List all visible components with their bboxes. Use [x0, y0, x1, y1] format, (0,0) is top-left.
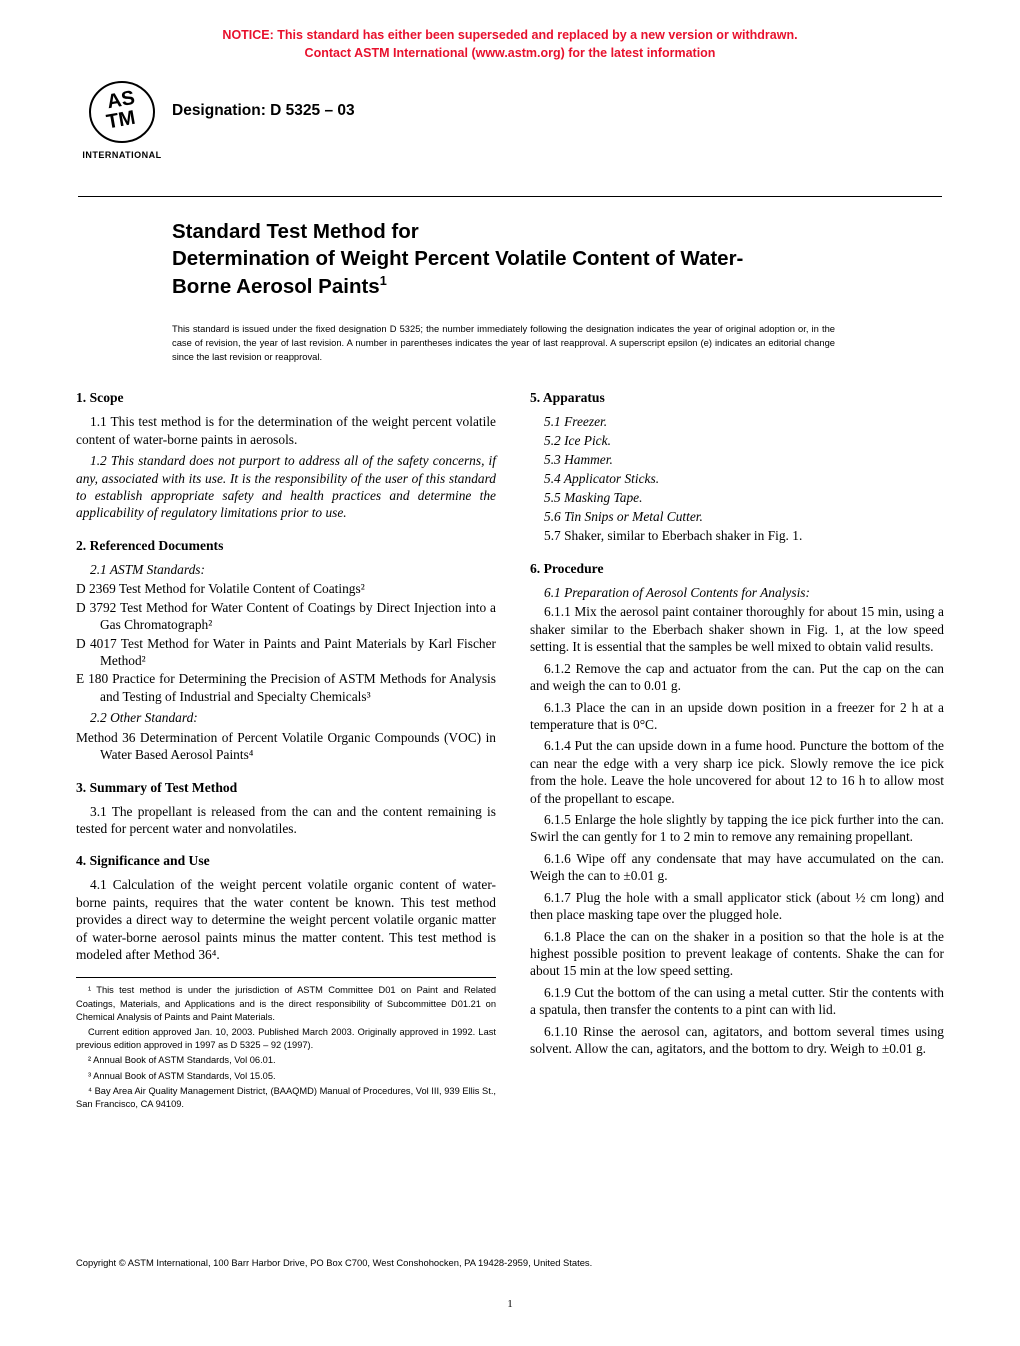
- reference-item: E 180 Practice for Determining the Precision of ASTM Methods for Analysis and Testing of Industrial and Specialty Chemicals³: [76, 671, 496, 704]
- section-heading-significance: 4. Significance and Use: [76, 853, 210, 869]
- subheading-2-1-text: 2.1 ASTM Standards:: [90, 561, 205, 577]
- procedure-step: 6.1.8 Place the can on the shaker in a position so that the hole is at the highest possible position to prevent leakage of contents. Shake the can for about 15 min at the low speed setting.: [530, 928, 944, 979]
- procedure-step: 6.1.7 Plug the hole with a small applicator stick (about ½ cm long) and then place masking tape over the plugged hole.: [530, 889, 944, 923]
- footnote-1: ¹ This test method is under the jurisdiction of ASTM Committee D01 on Paint and Related Coatings, Materials, and Applications and is the direct responsibility of Subcommittee D01.21 on Chemical Analysis of Paints and Paint Materials.: [76, 985, 496, 1022]
- apparatus-item-text: 5.4 Applicator Sticks.: [544, 471, 660, 487]
- title-footnote-marker: 1: [379, 272, 387, 288]
- apparatus-item: [530, 470, 944, 488]
- astm-logo-subtext: INTERNATIONAL: [82, 150, 162, 161]
- apparatus-item: [530, 489, 944, 507]
- paragraph-4-1: 4.1 Calculation of the weight percent volatile organic content of water-borne paints, requires that the water content be known. This test method provides a direct way to determine the weight percent volatile organic matter of water-borne aerosol paints minus the matter content. This test method is modeled after Method 36⁴.: [76, 877, 496, 963]
- notice-banner: [60, 26, 960, 62]
- svg-text:TM: TM: [104, 106, 138, 134]
- apparatus-item-text: 5.6 Tin Snips or Metal Cutter.: [544, 509, 703, 525]
- procedure-step: 6.1.3 Place the can in an upside down position in a freezer for 2 h at a temperature that is 0°C.: [530, 699, 944, 732]
- subheading-2-2: [76, 709, 496, 726]
- document-title: [172, 219, 942, 300]
- paragraph-1-1: 1.1 This test method is for the determination of the weight percent volatile content of water-borne paints in aerosols.: [76, 414, 496, 447]
- reference-item: Method 36 Determination of Percent Volatile Organic Compounds (VOC) in Water Based Aerosol Paints⁴: [76, 729, 496, 763]
- body-columns: [76, 390, 944, 1113]
- reference-item: D 2369 Test Method for Volatile Content of Coatings²: [76, 581, 365, 597]
- paragraph-1-2: 1.2 This standard does not purport to address all of the safety concerns, if any, associated with its use. It is the responsibility of the user of this standard to establish appropriate safety and health practices and determine the applicability of regulatory limitations prior to use.: [76, 453, 496, 521]
- footnote-4: ⁴ Bay Area Air Quality Management District, (BAAQMD) Manual of Procedures, Vol III, 939 Ellis St., San Francisco, CA 94109.: [76, 1085, 496, 1109]
- section-heading-referenced-documents: 2. Referenced Documents: [76, 537, 224, 553]
- standard-issue-note: This standard is issued under the fixed designation D 5325; the number immediately following the designation indicates the year of original adoption or, in the case of revision, the year of last revision. A number in parentheses indicates the year of last reapproval. A superscript epsilon (e) indicates an editorial change since the last revision or reapproval.: [172, 323, 835, 363]
- section-heading-summary: 3. Summary of Test Method: [76, 779, 238, 795]
- title-line-3: [172, 273, 942, 300]
- subheading-2-1: [76, 561, 496, 578]
- subheading-6-1-text: 6.1 Preparation of Aerosol Contents for Analysis:: [544, 585, 810, 600]
- footnote-3: ³ Annual Book of ASTM Standards, Vol 15.05.: [88, 1070, 276, 1081]
- footnote-edition: Current edition approved Jan. 10, 2003. Published March 2003. Originally approved in 1992. Last previous edition approved in 1997 as D 5325 – 92 (1997).: [76, 1027, 496, 1051]
- notice-line-1: NOTICE: This standard has either been superseded and replaced by a new version or withdrawn.: [222, 28, 798, 42]
- title-line-2: Determination of Weight Percent Volatile Content of Water-: [172, 246, 744, 270]
- section-heading-apparatus: 5. Apparatus: [530, 390, 605, 406]
- astm-logo: [78, 80, 166, 172]
- procedure-step: 6.1.9 Cut the bottom of the can using a metal cutter. Stir the contents with a spatula, then transfer the contents to a pint can with lid.: [530, 984, 944, 1018]
- footnotes-block: [76, 977, 496, 1111]
- document-page: [0, 26, 1020, 1346]
- apparatus-item-text: 5.3 Hammer.: [544, 452, 613, 468]
- procedure-step: 6.1.6 Wipe off any condensate that may have accumulated on the can. Weigh the can to ±0.01 g.: [530, 850, 944, 884]
- left-column: [76, 390, 496, 1113]
- apparatus-item: [530, 432, 944, 450]
- apparatus-item: [530, 451, 944, 469]
- apparatus-item: [530, 508, 944, 526]
- notice-line-2: Contact ASTM International (www.astm.org) for the latest information: [304, 46, 716, 61]
- subheading-2-2-text: 2.2 Other Standard:: [90, 710, 198, 726]
- copyright-notice: Copyright © ASTM International, 100 Barr Harbor Drive, PO Box C700, West Conshohocken, PA 19428-2959, United States.: [76, 1257, 593, 1268]
- procedure-step: 6.1.2 Remove the cap and actuator from the can. Put the cap on the can and weigh the can to 0.01 g.: [530, 660, 944, 694]
- apparatus-item-text: 5.5 Masking Tape.: [544, 490, 643, 506]
- apparatus-item-text: 5.1 Freezer.: [544, 414, 608, 430]
- apparatus-item-text: 5.2 Ice Pick.: [544, 433, 611, 449]
- procedure-step: 6.1.1 Mix the aerosol paint container thoroughly for about 15 min, using a shaker similar to the Eberbach shaker shown in Fig. 1, at the low speed setting. It is essential that the samples be well mixed to obtain valid results.: [530, 604, 944, 655]
- section-heading-procedure: 6. Procedure: [530, 561, 604, 576]
- subheading-6-1: [530, 584, 944, 601]
- footnote-2: ² Annual Book of ASTM Standards, Vol 06.01.: [88, 1055, 276, 1066]
- title-line-1: Standard Test Method for: [172, 220, 419, 244]
- reference-item: D 3792 Test Method for Water Content of Coatings by Direct Injection into a Gas Chromatograph²: [76, 599, 496, 633]
- header-divider: [78, 196, 942, 197]
- right-column: [530, 390, 944, 1113]
- document-header: [0, 80, 1020, 190]
- astm-logo-icon: [85, 80, 159, 148]
- svg-text:AS: AS: [105, 87, 137, 114]
- apparatus-item: 5.7 Shaker, similar to Eberbach shaker in Fig. 1.: [544, 528, 803, 544]
- procedure-step: 6.1.5 Enlarge the hole slightly by tapping the ice pick further into the can. Swirl the can gently for 1 to 2 min to remove any remaining propellant.: [530, 812, 944, 845]
- section-heading-scope: 1. Scope: [76, 390, 124, 406]
- designation-label: Designation: D 5325 – 03: [172, 102, 355, 120]
- title-line-3-text: Borne Aerosol Paints: [172, 274, 380, 298]
- procedure-step: 6.1.4 Put the can upside down in a fume hood. Puncture the bottom of the can near the edge with a very sharp ice pick. Slowly remove the ice pick from the hole. Leave the hole uncovered for about 12 to 16 h to allow most of the propellant to escape.: [530, 738, 944, 806]
- reference-item: D 4017 Test Method for Water in Paints and Paint Materials by Karl Fischer Method²: [76, 635, 496, 668]
- page-number: 1: [507, 1298, 513, 1310]
- paragraph-3-1: 3.1 The propellant is released from the can and the content remaining is tested for percent water and nonvolatiles.: [76, 803, 496, 836]
- apparatus-item: [530, 413, 944, 431]
- procedure-step: 6.1.10 Rinse the aerosol can, agitators, and bottom several times using solvent. Allow the can, agitators, and the bottom to dry. Weigh to ±0.01 g.: [530, 1023, 944, 1057]
